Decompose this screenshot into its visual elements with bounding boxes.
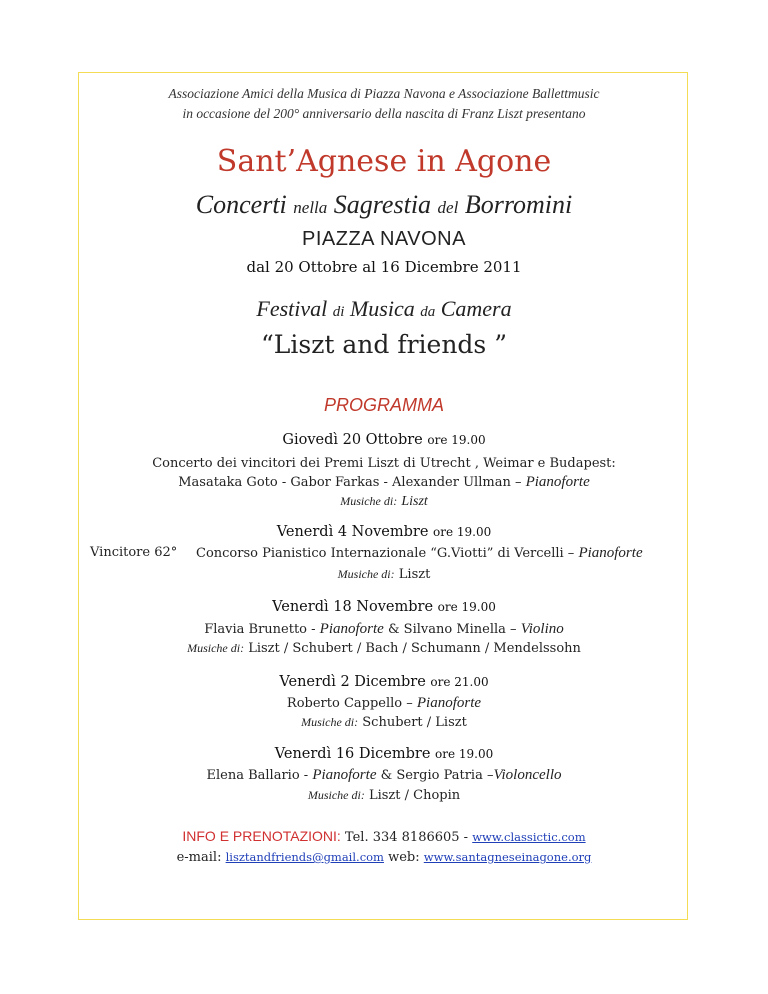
classictic-link[interactable]: www.classictic.com <box>472 830 586 844</box>
concert-date <box>0 746 768 762</box>
festival-word: di <box>332 304 345 320</box>
subtitle-word: nella <box>293 198 328 217</box>
concert-day: Venerdì 16 Dicembre <box>274 746 431 762</box>
concert-music <box>0 494 768 510</box>
performer-name: Roberto Cappello – <box>286 696 417 711</box>
subtitle-word: Concerti <box>195 190 287 219</box>
festival-word: Musica <box>349 296 415 321</box>
phone: Tel. 334 8186605 - <box>340 830 473 845</box>
subtitle-word: Borromini <box>464 190 573 219</box>
instrument: Violino <box>520 621 564 637</box>
concert-day: Venerdì 2 Dicembre <box>279 674 426 690</box>
performer-name: & Silvano Minella – <box>383 622 521 637</box>
programma-heading: PROGRAMMA <box>323 395 444 415</box>
contact-line <box>0 850 768 865</box>
instrument: Pianoforte <box>416 695 482 711</box>
musiche-label: Musiche di: <box>340 494 398 508</box>
composers: Liszt <box>401 494 428 509</box>
concert-performers <box>196 545 643 562</box>
instrument: Pianoforte <box>312 767 377 783</box>
concert-time: ore 19.00 <box>437 600 496 614</box>
info-label: INFO E PRENOTAZIONI: <box>182 828 341 844</box>
concert-date <box>0 674 768 690</box>
concert-time: ore 19.00 <box>435 747 494 761</box>
competition-name: Concorso Pianistico Internazionale “G.Viotti” di Vercelli – <box>196 546 579 561</box>
instrument: Violoncello <box>493 767 562 783</box>
instrument: Pianoforte <box>578 545 643 561</box>
musiche-label: Musiche di: <box>307 788 365 802</box>
concert-performers <box>0 474 768 491</box>
festival-word: Camera <box>440 296 512 321</box>
intro-line-1: Associazione Amici della Musica di Piazza Navona e Associazione Ballettmusic <box>168 86 600 101</box>
date-range: dal 20 Ottobre al 16 Dicembre 2011 <box>246 258 522 276</box>
page-title: Sant’Agnese in Agone <box>216 144 552 179</box>
concert-date <box>0 599 768 615</box>
email-link[interactable]: lisztandfriends@gmail.com <box>225 850 384 864</box>
concert-music <box>0 641 768 656</box>
concert-day: Venerdì 18 Novembre <box>272 599 434 615</box>
concert-day: Giovedì 20 Ottobre <box>282 432 423 448</box>
concert-performers: Concerto dei vincitori dei Premi Liszt di Utrecht , Weimar e Budapest: <box>152 456 616 471</box>
concert-music <box>0 788 768 803</box>
concert-music <box>0 567 768 582</box>
subtitle <box>0 190 768 220</box>
web-label: web: <box>383 850 424 865</box>
concert-time: ore 21.00 <box>430 675 489 689</box>
concert-date <box>0 432 768 448</box>
concert-date <box>0 524 768 540</box>
performer-name: Elena Ballario - <box>206 768 313 783</box>
performer-name: & Sergio Patria – <box>376 768 494 783</box>
concert-time: ore 19.00 <box>427 433 486 447</box>
subtitle-word: del <box>437 198 459 217</box>
composers: Liszt / Chopin <box>368 788 461 803</box>
composers: Schubert / Liszt <box>362 715 467 730</box>
musiche-label: Musiche di: <box>337 567 395 581</box>
instrument: Pianoforte <box>525 474 590 490</box>
winner-label: Vincitore 62° <box>90 545 178 560</box>
concert-time: ore 19.00 <box>433 525 492 539</box>
concert-performers <box>0 767 768 784</box>
subtitle-word: Sagrestia <box>333 190 432 219</box>
festival-word: da <box>420 304 436 320</box>
festival-word: Festival <box>256 296 328 321</box>
concert-performers <box>0 621 768 638</box>
musiche-label: Musiche di: <box>187 641 245 655</box>
location: PIAZZA NAVONA <box>302 228 466 250</box>
performer-name: Flavia Brunetto - <box>204 622 320 637</box>
santagnese-link[interactable]: www.santagneseinagone.org <box>423 850 592 864</box>
festival-title: “Liszt and friends ” <box>261 330 507 359</box>
email-label: e-mail: <box>176 850 226 865</box>
composers: Liszt / Schubert / Bach / Schumann / Mendelssohn <box>248 641 581 656</box>
concert-performers <box>0 695 768 712</box>
festival-line <box>0 296 768 322</box>
concert-music <box>0 715 768 730</box>
composers: Liszt <box>398 567 431 582</box>
performer-names: Masataka Goto - Gabor Farkas - Alexander Ullman – <box>178 475 526 490</box>
musiche-label: Musiche di: <box>301 715 359 729</box>
intro-line-2: in occasione del 200° anniversario della nascita di Franz Liszt presentano <box>182 106 586 121</box>
concert-day: Venerdì 4 Novembre <box>276 524 429 540</box>
instrument: Pianoforte <box>319 621 384 637</box>
info-line <box>0 828 768 845</box>
